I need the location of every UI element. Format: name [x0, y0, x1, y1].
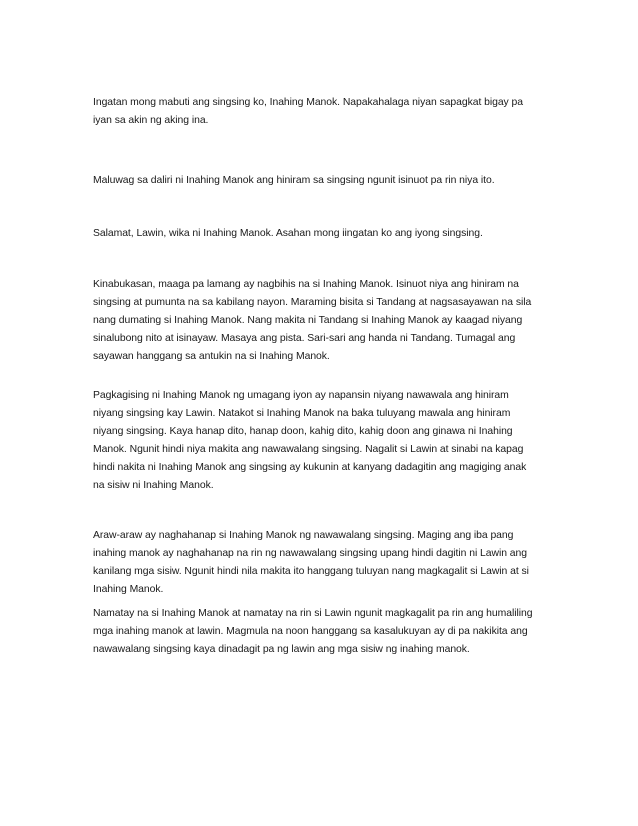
paragraph-line: sinalubong nito at isinayaw. Masaya ang pista. Sari-sari ang handa ni Tandang. Tumagal ang — [93, 333, 516, 344]
paragraph-line: Manok. Ngunit hindi niya makita ang nawawalang singsing. Nagalit si Lawin at sinabi na kapag — [93, 444, 524, 455]
paragraph-2 — [93, 172, 551, 190]
paragraph-6 — [93, 527, 551, 599]
paragraph-line: nang dumating si Inahing Manok. Nang makita ni Tandang si Inahing Manok ay kaagad niyang — [93, 315, 523, 326]
paragraph-3 — [93, 225, 551, 243]
paragraph-line: hindi nakita ni Inahing Manok ang singsing ay kukunin at kanyang dadagitin ang magiging anak — [93, 462, 527, 473]
paragraph-line: niyang singsing kay Lawin. Natakot si Inahing Manok na baka tuluyang mawala ang hiniram — [93, 408, 511, 419]
paragraph-line: Ingatan mong mabuti ang singsing ko, Inahing Manok. Napakahalaga niyan sapagkat bigay pa — [93, 97, 523, 108]
paragraph-line: Inahing Manok. — [93, 584, 164, 595]
paragraph-line: niyang singsing. Kaya hanap dito, hanap doon, kahig dito, kahig doon ang ginawa ni Inahing — [93, 426, 513, 437]
paragraph-line: na sisiw ni Inahing Manok. — [93, 480, 214, 491]
paragraph-line: Kinabukasan, maaga pa lamang ay nagbihis na si Inahing Manok. Isinuot niya ang hiniram na — [93, 279, 519, 290]
paragraph-line: Araw-araw ay naghahanap si Inahing Manok ng nawawalang singsing. Maging ang iba pang — [93, 530, 514, 541]
paragraph-line: Namatay na si Inahing Manok at namatay na rin si Lawin ngunit magkagalit pa rin ang humaliling — [93, 608, 533, 619]
paragraph-line: inahing manok ay naghahanap na rin ng nawawalang singsing upang hindi dagitin ni Lawin ang — [93, 548, 527, 559]
paragraph-5 — [93, 387, 551, 495]
paragraph-line: kanilang mga sisiw. Ngunit hindi nila makita ito hanggang tuluyan nang magkagalit si Lawin at si — [93, 566, 529, 577]
paragraph-4 — [93, 276, 551, 366]
paragraph-line: Maluwag sa daliri ni Inahing Manok ang hiniram sa singsing ngunit isinuot pa rin niya ito. — [93, 175, 495, 186]
paragraph-line: mga inahing manok at lawin. Magmula na noon hanggang sa kasalukuyan ay di pa nakikita ang — [93, 626, 528, 637]
paragraph-line: Salamat, Lawin, wika ni Inahing Manok. Asahan mong iingatan ko ang iyong singsing. — [93, 228, 483, 239]
paragraph-7 — [93, 605, 551, 659]
paragraph-line: iyan sa akin ng aking ina. — [93, 115, 209, 126]
paragraph-line: sayawan hanggang sa antukin na si Inahing Manok. — [93, 351, 330, 362]
paragraph-line: singsing at pumunta na sa kabilang nayon. Maraming bisita si Tandang at nagsasayawan na sila — [93, 297, 532, 308]
paragraph-line: Pagkagising ni Inahing Manok ng umagang iyon ay napansin niyang nawawala ang hiniram — [93, 390, 509, 401]
paragraph-1 — [93, 94, 551, 130]
paragraph-line: nawawalang singsing kaya dinadagit pa ng lawin ang mga sisiw ng inahing manok. — [93, 644, 470, 655]
